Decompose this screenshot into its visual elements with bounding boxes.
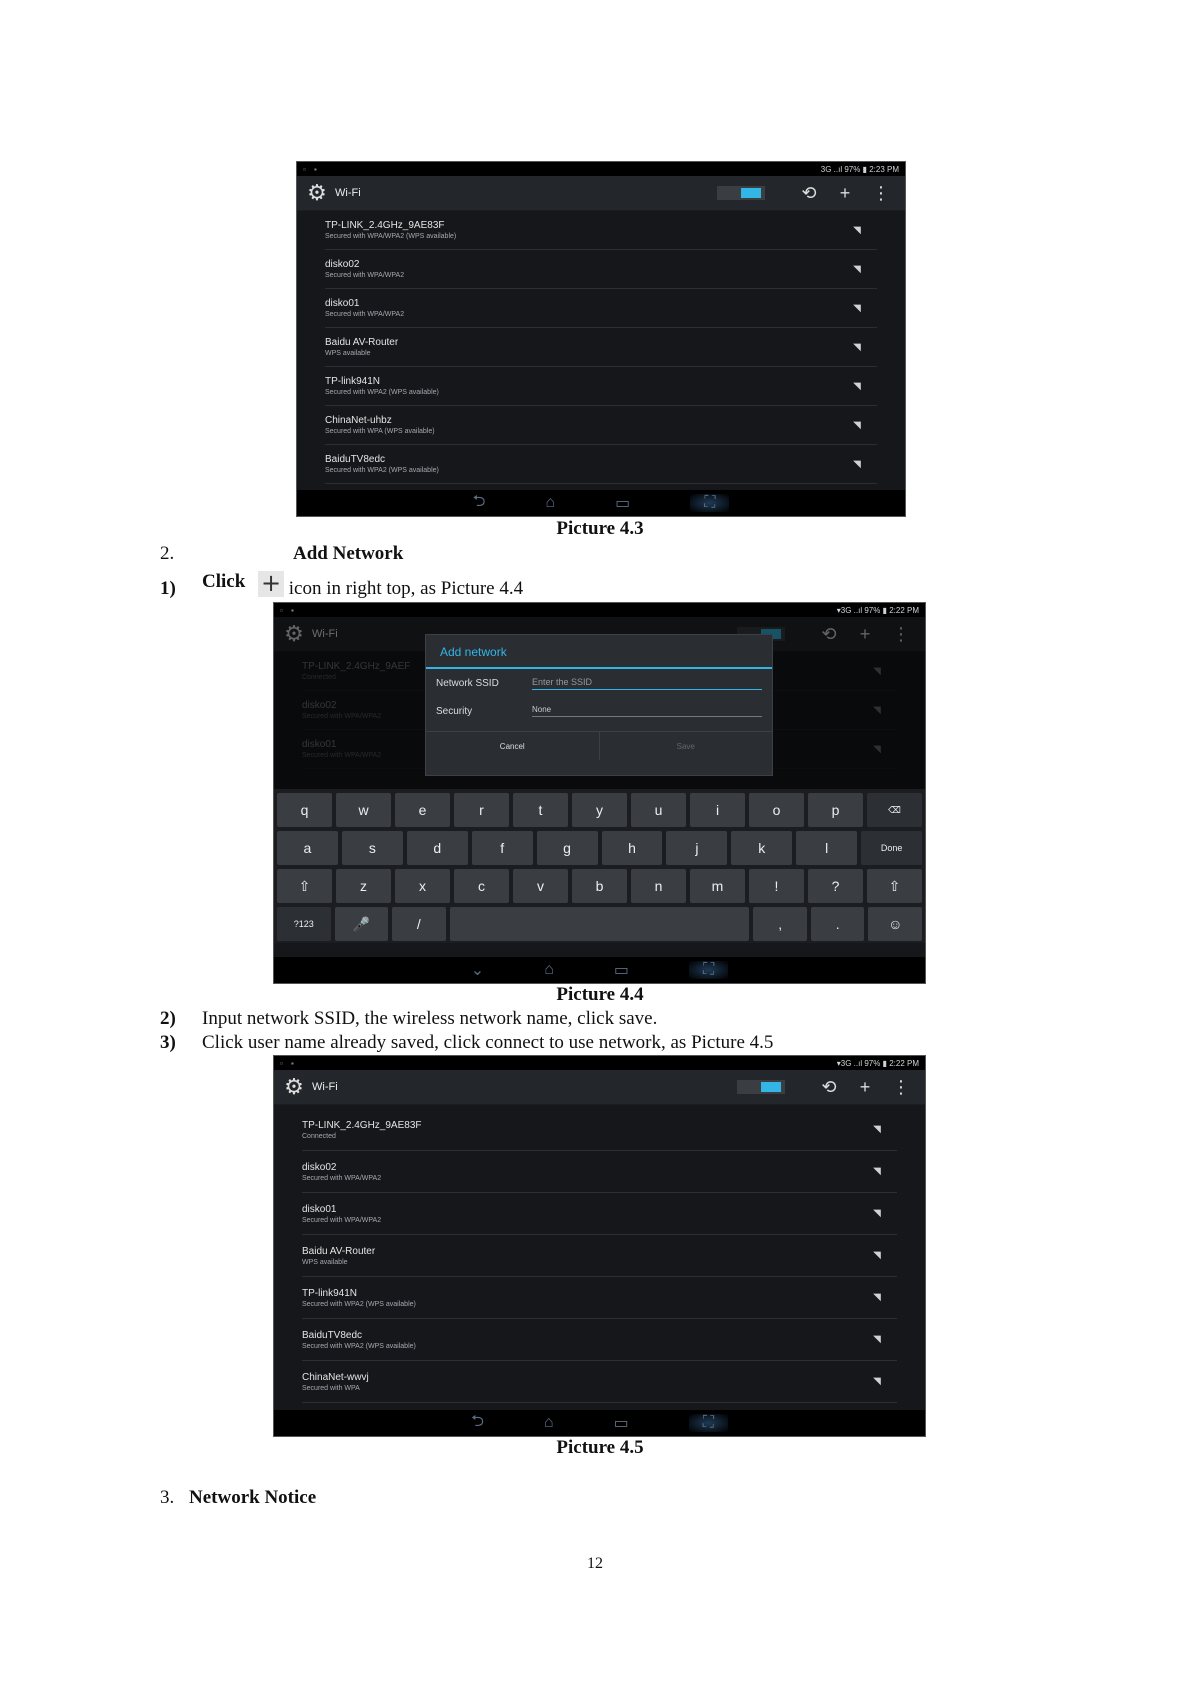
wifi-screenshot-4-5 [273, 1055, 926, 1437]
hide-keyboard-icon[interactable]: ⌄ [470, 962, 485, 979]
key[interactable]: c [454, 869, 509, 903]
keyboard-row-2 [277, 831, 922, 865]
network-security: Secured with WPA2 (WPS available) [325, 467, 439, 474]
key[interactable]: o [749, 793, 804, 827]
key[interactable]: ⇧ [277, 869, 332, 903]
save-button[interactable]: Save [676, 741, 695, 751]
wifi-signal-icon: ◥ [853, 380, 861, 392]
nav-bar [274, 957, 925, 983]
key[interactable]: i [690, 793, 745, 827]
key[interactable]: ☺ [868, 907, 922, 941]
wifi-signal-icon: ◥ [873, 1250, 881, 1261]
wps-icon[interactable]: ⟲ [821, 1076, 837, 1097]
overflow-menu-icon[interactable]: ⋮ [892, 1076, 910, 1097]
key[interactable]: b [572, 869, 627, 903]
network-security: Secured with WPA/WPA2 [302, 1216, 382, 1224]
network-security: Connected [302, 1132, 336, 1140]
network-list [274, 1105, 925, 1403]
step-number: 3) [160, 1032, 176, 1053]
caption-picture-4-5: Picture 4.5 [556, 1437, 644, 1458]
dialog-title: Add network [426, 635, 772, 669]
network-name: BaiduTV8edc [325, 454, 386, 465]
plus-icon[interactable]: + [859, 1076, 871, 1097]
step-3-text: Click user name already saved, click connect to use network, as Picture 4.5 [202, 1032, 774, 1053]
step-number: 2) [160, 1008, 176, 1029]
network-list [297, 211, 905, 484]
wifi-signal-icon: ◥ [853, 341, 861, 353]
status-bar: ▫ ▪ 3G ..ıl 97% ▮ 2:23 PM [297, 162, 905, 176]
key[interactable]: h [602, 831, 663, 865]
network-security: Secured with WPA (WPS available) [325, 428, 435, 435]
network-name: Baidu AV-Router [325, 337, 399, 348]
network-row[interactable] [302, 1361, 897, 1403]
key[interactable]: u [631, 793, 686, 827]
key[interactable]: y [572, 793, 627, 827]
key[interactable]: v [513, 869, 568, 903]
wifi-signal-icon: ◥ [873, 1124, 881, 1135]
key[interactable]: ⌫ [867, 793, 922, 827]
key[interactable]: e [395, 793, 450, 827]
home-icon[interactable]: ⌂ [543, 1414, 554, 1431]
wifi-toggle[interactable] [717, 186, 765, 200]
wifi-screenshot-4-3 [296, 161, 906, 517]
network-row[interactable] [325, 211, 877, 250]
home-icon[interactable]: ⌂ [544, 961, 554, 978]
network-row[interactable] [302, 1151, 897, 1193]
keyboard-row-4 [277, 907, 922, 941]
back-icon[interactable]: ⮌ [472, 492, 486, 510]
network-row[interactable] [325, 328, 877, 367]
wifi-signal-icon: ◥ [873, 1166, 881, 1177]
step-1-text [202, 571, 523, 597]
security-select[interactable]: None [532, 705, 762, 717]
network-security: Secured with WPA [302, 1384, 360, 1392]
section-number: 3. [160, 1487, 175, 1508]
ssid-input[interactable]: Enter the SSID [532, 677, 762, 690]
key[interactable]: ⇧ [867, 869, 922, 903]
recent-apps-icon[interactable]: ▭ [615, 495, 631, 512]
network-security: WPS available [325, 350, 371, 357]
key[interactable]: ! [749, 869, 804, 903]
ssid-row [426, 669, 772, 697]
recent-apps-icon[interactable]: ▭ [613, 962, 629, 979]
key[interactable]: . [811, 907, 865, 941]
network-security: Secured with WPA/WPA2 [325, 311, 405, 318]
wifi-signal-icon: ◥ [873, 1292, 881, 1303]
network-security: Secured with WPA2 (WPS available) [325, 389, 439, 396]
wifi-signal-icon: ◥ [853, 419, 861, 431]
plus-icon[interactable]: + [839, 182, 851, 203]
click-word: Click [202, 571, 246, 592]
network-row[interactable] [325, 367, 877, 406]
key[interactable]: q [277, 793, 332, 827]
wifi-signal-icon: ◥ [853, 224, 861, 236]
network-row[interactable] [325, 289, 877, 328]
screenshot-icon[interactable]: ⛶ [689, 1414, 728, 1432]
key[interactable]: / [392, 907, 446, 941]
network-name: disko01 [325, 298, 360, 309]
step-1-rest: icon in right top, as Picture 4.4 [288, 578, 524, 599]
key[interactable]: p [808, 793, 863, 827]
key[interactable]: , [753, 907, 807, 941]
network-name: disko02 [302, 1161, 337, 1173]
gear-icon[interactable]: ⚙ [284, 1074, 304, 1099]
step-number: 1) [160, 578, 176, 599]
caption-picture-4-4: Picture 4.4 [556, 984, 644, 1005]
key[interactable]: z [336, 869, 391, 903]
wifi-signal-icon: ◥ [853, 302, 861, 314]
wifi-signal-icon: ◥ [853, 263, 861, 275]
overflow-menu-icon[interactable]: ⋮ [872, 182, 890, 203]
gear-icon[interactable]: ⚙ [307, 180, 327, 205]
network-security: Secured with WPA/WPA2 [302, 1174, 382, 1182]
dialog-buttons [426, 731, 772, 760]
status-text: 3G ..ıl 97% ▮ 2:23 PM [820, 164, 899, 174]
network-name: ChinaNet-uhbz [325, 415, 392, 426]
key[interactable]: m [690, 869, 745, 903]
network-row[interactable] [302, 1193, 897, 1235]
key[interactable]: f [472, 831, 533, 865]
wifi-signal-icon: ◥ [873, 1376, 881, 1387]
key[interactable]: a [277, 831, 338, 865]
status-bar: ▫ ▪ ▾3G ..ıl 97% ▮ 2:22 PM [274, 603, 925, 617]
action-bar-title: Wi-Fi [312, 1081, 338, 1093]
key[interactable]: w [336, 793, 391, 827]
home-icon[interactable]: ⌂ [545, 494, 556, 511]
status-text: ▾3G ..ıl 97% ▮ 2:22 PM [836, 605, 919, 615]
plus-icon: + [258, 571, 284, 597]
network-row[interactable] [325, 406, 877, 445]
step-2-text: Input network SSID, the wireless network name, click save. [202, 1008, 658, 1029]
network-row[interactable] [325, 445, 877, 484]
screenshot-icon[interactable]: ⛶ [690, 494, 729, 512]
status-bar: ▫ ▪ ▾3G ..ıl 97% ▮ 2:22 PM [274, 1056, 925, 1070]
wifi-signal-icon: ◥ [853, 458, 861, 470]
network-row[interactable] [302, 1235, 897, 1277]
section-number: 2. [160, 543, 175, 564]
section-title: Network Notice [189, 1487, 317, 1508]
caption-picture-4-3: Picture 4.3 [556, 518, 644, 539]
nav-bar [297, 490, 905, 516]
network-row[interactable] [302, 1277, 897, 1319]
key[interactable]: n [631, 869, 686, 903]
security-label: Security [436, 705, 473, 717]
network-row[interactable] [302, 1319, 897, 1361]
page-number: 12 [587, 1555, 603, 1572]
key[interactable]: ?123 [277, 907, 331, 941]
keyboard-row-3 [277, 869, 922, 903]
network-name: BaiduTV8edc [302, 1329, 363, 1341]
wifi-toggle[interactable] [737, 1080, 785, 1094]
network-name: disko02 [325, 259, 360, 270]
network-name: TP-LINK_2.4GHz_9AE83F [325, 220, 445, 231]
network-security: Secured with WPA2 (WPS available) [302, 1300, 416, 1308]
action-bar-title: Wi-Fi [335, 187, 361, 199]
key[interactable] [450, 907, 750, 941]
security-row [426, 697, 772, 725]
wps-icon[interactable]: ⟲ [801, 182, 817, 203]
screenshot-icon[interactable]: ⛶ [689, 961, 728, 979]
network-security: Secured with WPA2 (WPS available) [302, 1342, 416, 1350]
network-name: disko01 [302, 1203, 337, 1215]
key[interactable]: 🎤 [335, 907, 389, 941]
back-icon[interactable]: ⮌ [471, 1412, 484, 1430]
key[interactable]: Done [861, 831, 922, 865]
network-name: TP-LINK_2.4GHz_9AE83F [302, 1119, 422, 1131]
network-row[interactable] [302, 1109, 897, 1151]
nav-bar [274, 1410, 925, 1436]
network-name: TP-link941N [302, 1287, 358, 1299]
key[interactable]: g [537, 831, 598, 865]
add-network-screenshot-4-4 [273, 602, 926, 984]
wifi-signal-icon: ◥ [873, 1208, 881, 1219]
network-row[interactable] [325, 250, 877, 289]
wifi-signal-icon: ◥ [873, 1334, 881, 1345]
ssid-label: Network SSID [436, 677, 499, 689]
keyboard-row-1 [277, 793, 922, 827]
key[interactable]: k [731, 831, 792, 865]
status-text: ▾3G ..ıl 97% ▮ 2:22 PM [836, 1058, 919, 1068]
network-security: WPS available [302, 1258, 348, 1266]
soft-keyboard [274, 789, 925, 943]
network-name: Baidu AV-Router [302, 1245, 376, 1257]
key[interactable]: t [513, 793, 568, 827]
network-security: Secured with WPA/WPA2 (WPS available) [325, 233, 457, 240]
action-bar [297, 176, 905, 211]
key[interactable]: l [796, 831, 857, 865]
key[interactable]: ? [808, 869, 863, 903]
action-bar [274, 1070, 925, 1105]
network-name: ChinaNet-wwvj [302, 1371, 369, 1383]
recent-apps-icon[interactable]: ▭ [613, 1415, 629, 1432]
key[interactable]: x [395, 869, 450, 903]
key[interactable]: j [666, 831, 727, 865]
network-name: TP-link941N [325, 376, 381, 387]
key[interactable]: r [454, 793, 509, 827]
cancel-button[interactable]: Cancel [426, 732, 600, 760]
section-title: Add Network [293, 543, 404, 564]
network-security: Secured with WPA/WPA2 [325, 272, 405, 279]
add-network-dialog [425, 634, 773, 776]
key[interactable]: d [407, 831, 468, 865]
key[interactable]: s [342, 831, 403, 865]
